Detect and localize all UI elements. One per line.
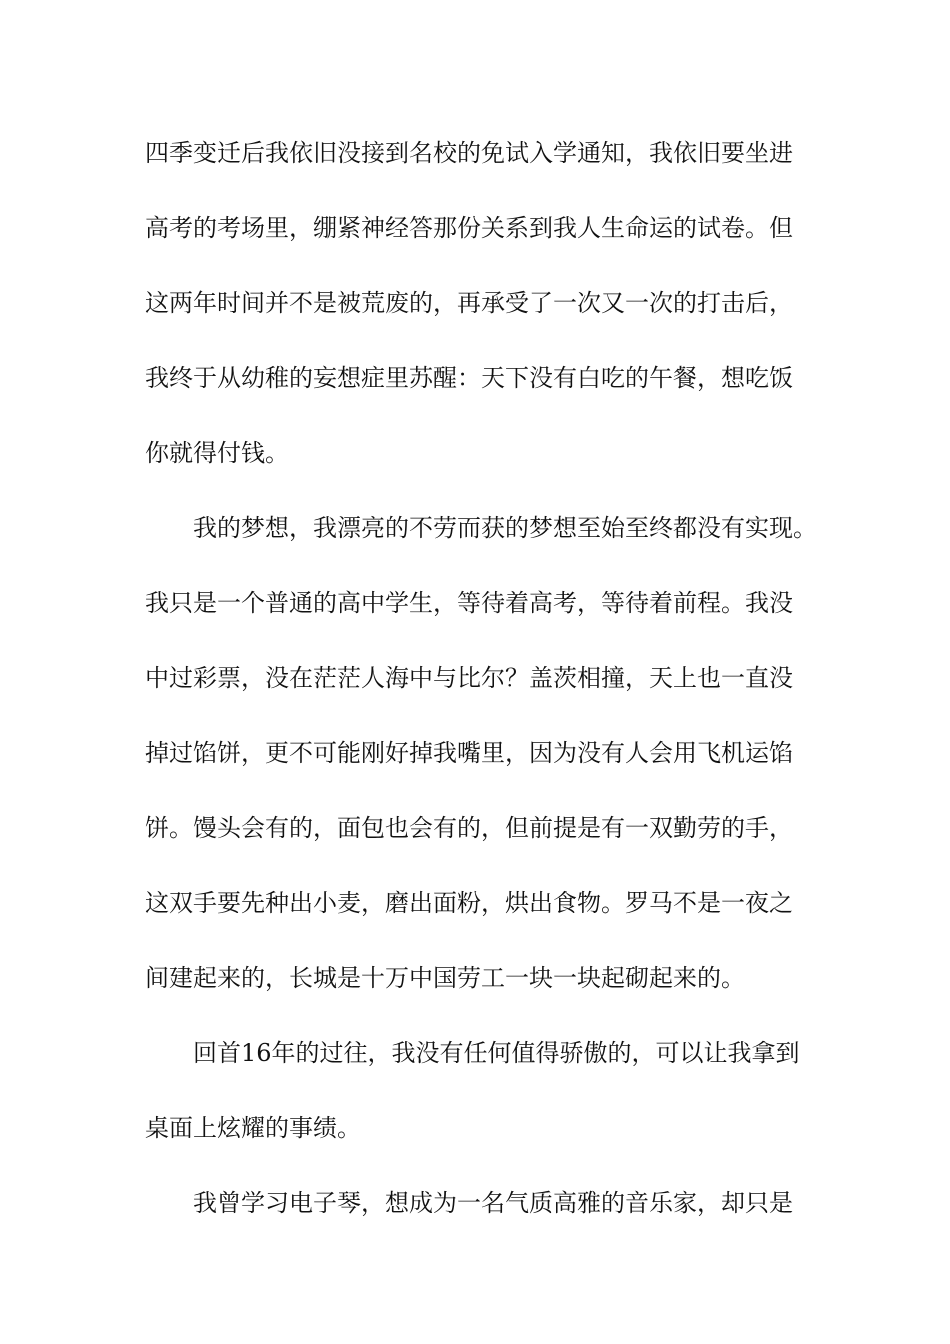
paragraph-first-line: 我曾学习电子琴，想成为一名气质高雅的音乐家，却只是 [193, 1189, 793, 1217]
text-line: 掉过馅饼，更不可能刚好掉我嘴里，因为没有人会用飞机运馅 [145, 739, 793, 767]
text-line: 四季变迁后我依旧没接到名校的免试入学通知，我依旧要坐进 [145, 139, 793, 167]
text-line: 我终于从幼稚的妄想症里苏醒：天下没有白吃的午餐，想吃饭 [145, 364, 793, 392]
text-line: 我只是一个普通的高中学生，等待着高考，等待着前程。我没 [145, 589, 793, 617]
text-line: 间建起来的，长城是十万中国劳工一块一块起砌起来的。 [145, 964, 745, 992]
text-line: 饼。馒头会有的，面包也会有的，但前提是有一双勤劳的手， [145, 814, 793, 842]
body-text [145, 135, 825, 1260]
paragraph-first-line: 回首16年的过往，我没有任何值得骄傲的，可以让我拿到 [193, 1039, 800, 1067]
text-line: 你就得付钱。 [145, 439, 289, 467]
text-line: 桌面上炫耀的事绩。 [145, 1114, 361, 1142]
text-line: 高考的考场里，绷紧神经答那份关系到我人生命运的试卷。但 [145, 214, 793, 242]
paragraph-first-line: 我的梦想，我漂亮的不劳而获的梦想至始至终都没有实现。 [193, 514, 817, 542]
text-line: 这双手要先种出小麦，磨出面粉，烘出食物。罗马不是一夜之 [145, 889, 793, 917]
text-line: 中过彩票，没在茫茫人海中与比尔？盖茨相撞，天上也一直没 [145, 664, 793, 692]
text-line: 这两年时间并不是被荒废的，再承受了一次又一次的打击后， [145, 289, 793, 317]
